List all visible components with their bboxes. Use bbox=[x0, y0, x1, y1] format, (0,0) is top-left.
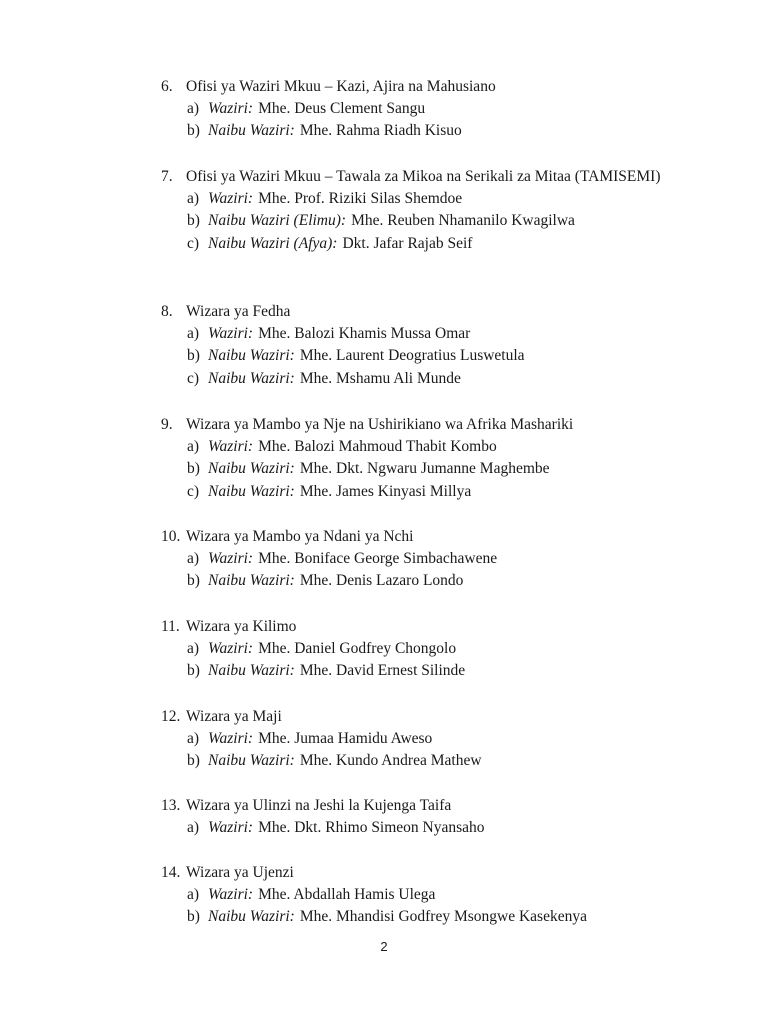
role-label: Naibu Waziri: bbox=[208, 122, 295, 140]
appointee-name: Mhe. Kundo Andrea Mathew bbox=[299, 752, 482, 770]
item-letter: b) bbox=[187, 908, 200, 926]
appointment-item bbox=[161, 368, 671, 390]
ministry-section-8 bbox=[161, 301, 671, 390]
role-label: Naibu Waziri: bbox=[208, 662, 295, 680]
appointment-item bbox=[161, 233, 671, 255]
item-letter: a) bbox=[187, 730, 200, 747]
item-letter: b) bbox=[187, 572, 200, 590]
role-label: Waziri: bbox=[208, 640, 254, 657]
appointee-name: Mhe. Dkt. Ngwaru Jumanne Maghembe bbox=[299, 460, 550, 478]
role-label: Naibu Waziri (Afya): bbox=[208, 234, 338, 252]
ministry-heading bbox=[161, 76, 671, 98]
section-number: 13. bbox=[161, 797, 181, 814]
ministry-heading bbox=[161, 414, 671, 436]
role-label: Waziri: bbox=[208, 730, 254, 747]
appointment-item bbox=[161, 906, 671, 928]
ministry-section-6 bbox=[161, 76, 671, 143]
item-letter: b) bbox=[187, 752, 200, 770]
section-number: 8. bbox=[161, 303, 173, 320]
role-label: Waziri: bbox=[208, 325, 254, 342]
appointee-name: Mhe. Mhandisi Godfrey Msongwe Kasekenya bbox=[299, 908, 587, 926]
item-letter: a) bbox=[187, 438, 200, 455]
appointee-name: Mhe. David Ernest Silinde bbox=[299, 662, 466, 680]
item-letter: c) bbox=[187, 234, 200, 252]
appointment-item bbox=[161, 548, 671, 570]
appointment-item bbox=[161, 884, 671, 906]
page-number: 2 bbox=[380, 939, 388, 954]
appointment-item bbox=[161, 210, 671, 232]
item-letter: c) bbox=[187, 369, 200, 387]
ministry-section-11 bbox=[161, 616, 671, 683]
role-label: Naibu Waziri: bbox=[208, 908, 295, 926]
ministry-title: Wizara ya Ulinzi na Jeshi la Kujenga Taifa bbox=[186, 797, 452, 814]
appointment-item bbox=[161, 570, 671, 592]
role-label: Waziri: bbox=[208, 190, 254, 207]
role-label: Naibu Waziri: bbox=[208, 752, 295, 770]
appointee-name: Mhe. Reuben Nhamanilo Kwagilwa bbox=[351, 212, 575, 230]
section-number: 14. bbox=[161, 864, 181, 881]
appointment-item bbox=[161, 458, 671, 480]
appointee-name: Mhe. Daniel Godfrey Chongolo bbox=[258, 640, 457, 657]
appointment-item bbox=[161, 728, 671, 750]
ministry-section-14 bbox=[161, 862, 671, 929]
section-number: 12. bbox=[161, 708, 181, 725]
appointment-item bbox=[161, 638, 671, 660]
item-letter: a) bbox=[187, 819, 200, 836]
appointment-item bbox=[161, 323, 671, 345]
appointee-name: Dkt. Jafar Rajab Seif bbox=[342, 234, 473, 252]
appointment-item bbox=[161, 188, 671, 210]
appointment-item bbox=[161, 660, 671, 682]
item-letter: a) bbox=[187, 325, 200, 342]
ministry-section-10 bbox=[161, 526, 671, 593]
appointee-name: Mhe. Denis Lazaro Londo bbox=[299, 572, 464, 590]
section-number: 6. bbox=[161, 78, 173, 95]
role-label: Naibu Waziri: bbox=[208, 572, 295, 590]
ministry-heading bbox=[161, 166, 671, 188]
appointee-name: Mhe. Balozi Mahmoud Thabit Kombo bbox=[258, 438, 497, 455]
ministry-title: Ofisi ya Waziri Mkuu – Kazi, Ajira na Mahusiano bbox=[186, 78, 496, 95]
appointment-item bbox=[161, 345, 671, 367]
ministry-heading bbox=[161, 301, 671, 323]
ministry-title: Wizara ya Mambo ya Nje na Ushirikiano wa Afrika Mashariki bbox=[186, 416, 574, 433]
appointee-name: Mhe. Mshamu Ali Munde bbox=[299, 369, 461, 387]
ministry-heading bbox=[161, 616, 671, 638]
section-number: 11. bbox=[161, 618, 180, 635]
role-label: Waziri: bbox=[208, 819, 254, 836]
ministry-section-9 bbox=[161, 414, 671, 503]
role-label: Naibu Waziri: bbox=[208, 347, 295, 365]
item-letter: a) bbox=[187, 190, 200, 207]
ministry-title: Wizara ya Kilimo bbox=[186, 618, 297, 635]
appointment-item bbox=[161, 481, 671, 503]
role-label: Naibu Waziri (Elimu): bbox=[208, 212, 347, 230]
ministry-heading bbox=[161, 526, 671, 548]
appointee-name: Mhe. Deus Clement Sangu bbox=[258, 100, 426, 117]
appointee-name: Mhe. James Kinyasi Millya bbox=[299, 482, 472, 500]
item-letter: a) bbox=[187, 550, 200, 567]
ministry-section-13 bbox=[161, 795, 671, 839]
appointee-name: Mhe. Boniface George Simbachawene bbox=[258, 550, 498, 567]
ministry-section-7 bbox=[161, 166, 671, 255]
item-letter: c) bbox=[187, 482, 200, 500]
appointment-item bbox=[161, 98, 671, 120]
appointment-item bbox=[161, 120, 671, 142]
ministry-title: Ofisi ya Waziri Mkuu – Tawala za Mikoa na Serikali za Mitaa (TAMISEMI) bbox=[186, 168, 661, 185]
ministry-section-12 bbox=[161, 706, 671, 773]
item-letter: b) bbox=[187, 122, 200, 140]
ministry-heading bbox=[161, 795, 671, 817]
role-label: Waziri: bbox=[208, 438, 254, 455]
ministry-heading bbox=[161, 706, 671, 728]
item-letter: b) bbox=[187, 460, 200, 478]
section-number: 10. bbox=[161, 528, 181, 545]
ministry-title: Wizara ya Ujenzi bbox=[186, 864, 294, 881]
appointee-name: Mhe. Rahma Riadh Kisuo bbox=[299, 122, 462, 140]
appointee-name: Mhe. Jumaa Hamidu Aweso bbox=[258, 730, 433, 747]
item-letter: a) bbox=[187, 640, 200, 657]
appointee-name: Mhe. Laurent Deogratius Luswetula bbox=[299, 347, 525, 365]
ministry-title: Wizara ya Mambo ya Ndani ya Nchi bbox=[186, 528, 414, 545]
role-label: Waziri: bbox=[208, 886, 254, 903]
item-letter: b) bbox=[187, 212, 200, 230]
item-letter: b) bbox=[187, 347, 200, 365]
role-label: Waziri: bbox=[208, 100, 254, 117]
role-label: Naibu Waziri: bbox=[208, 482, 295, 500]
appointment-item bbox=[161, 750, 671, 772]
appointment-item bbox=[161, 436, 671, 458]
section-number: 7. bbox=[161, 168, 173, 185]
role-label: Naibu Waziri: bbox=[208, 369, 295, 387]
appointee-name: Mhe. Prof. Riziki Silas Shemdoe bbox=[258, 190, 463, 207]
appointee-name: Mhe. Dkt. Rhimo Simeon Nyansaho bbox=[258, 819, 485, 836]
role-label: Naibu Waziri: bbox=[208, 460, 295, 478]
appointee-name: Mhe. Balozi Khamis Mussa Omar bbox=[258, 325, 471, 342]
role-label: Waziri: bbox=[208, 550, 254, 567]
ministry-heading bbox=[161, 862, 671, 884]
ministry-title: Wizara ya Maji bbox=[186, 708, 282, 725]
item-letter: a) bbox=[187, 886, 200, 903]
item-letter: b) bbox=[187, 662, 200, 680]
item-letter: a) bbox=[187, 100, 200, 117]
appointment-item bbox=[161, 817, 671, 839]
appointee-name: Mhe. Abdallah Hamis Ulega bbox=[258, 886, 436, 903]
ministry-title: Wizara ya Fedha bbox=[186, 303, 291, 320]
section-number: 9. bbox=[161, 416, 173, 433]
